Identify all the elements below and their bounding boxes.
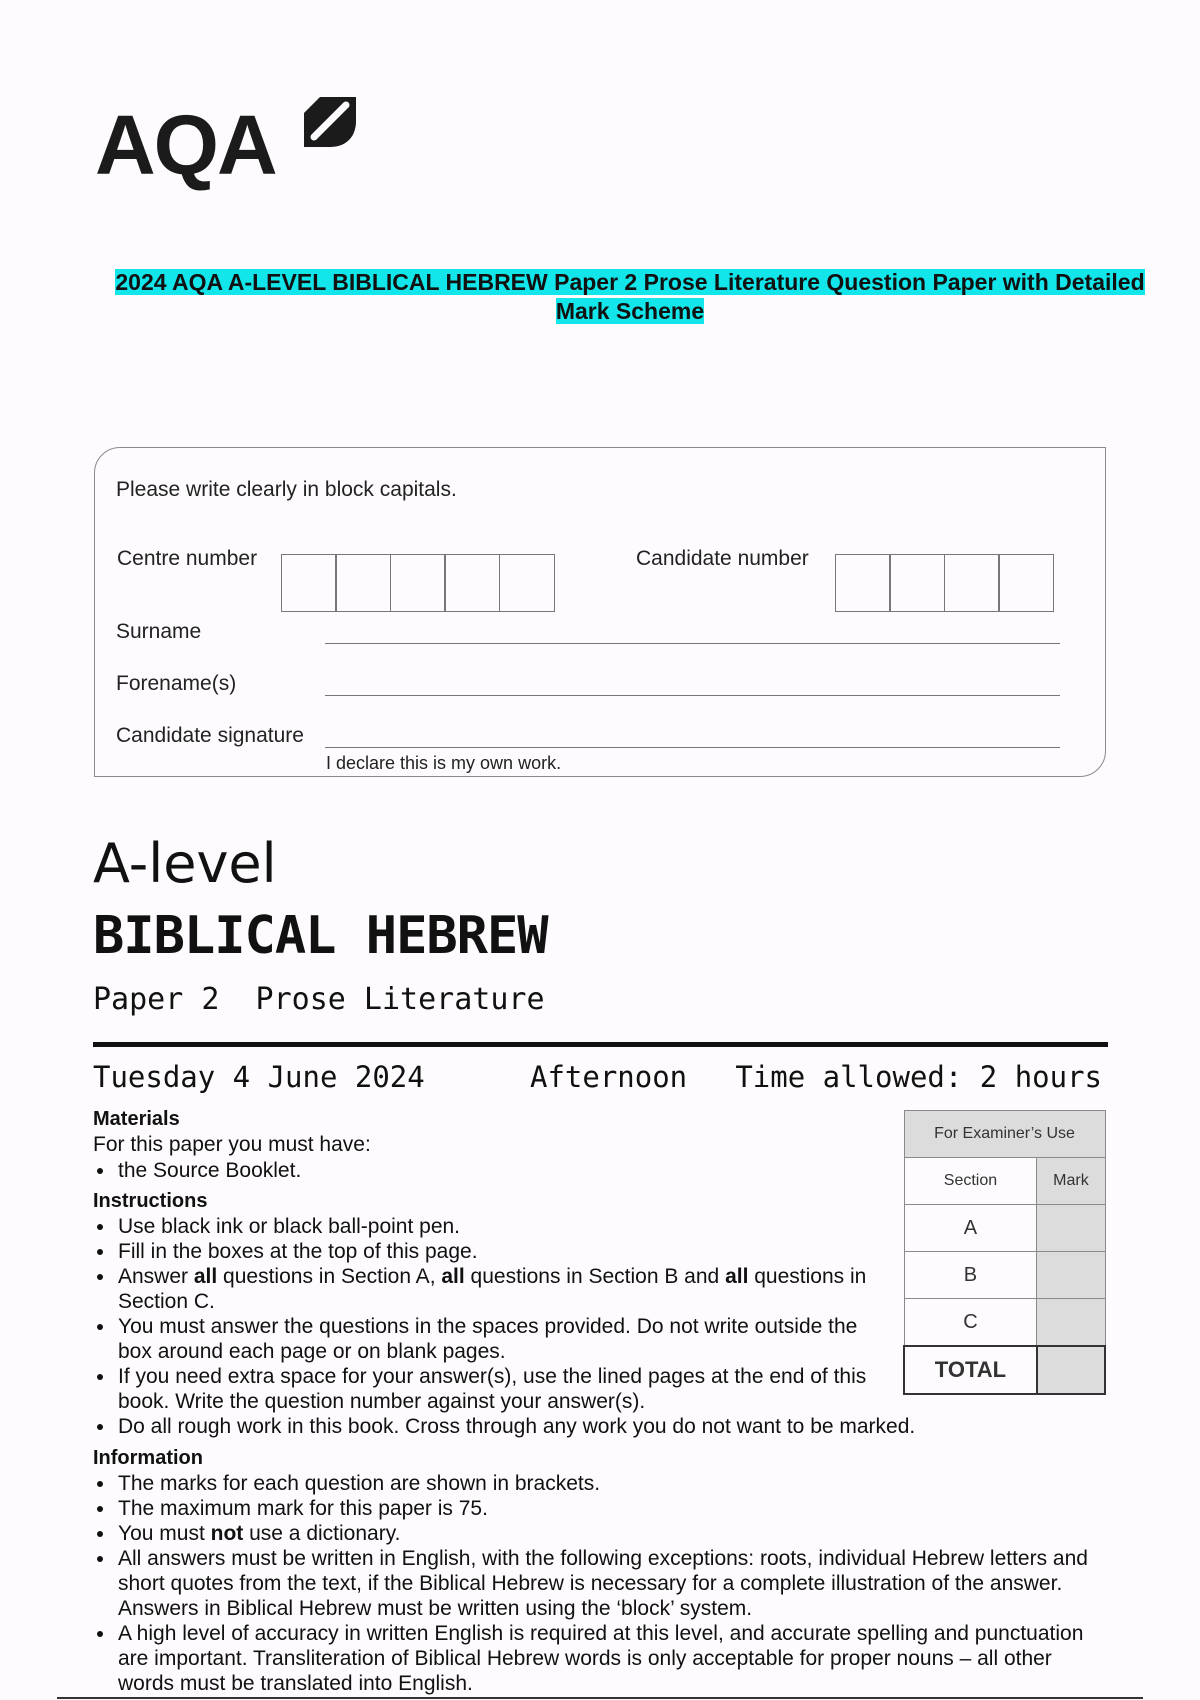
surname-line[interactable] bbox=[325, 643, 1060, 644]
signature-label: Candidate signature bbox=[116, 724, 304, 747]
materials-heading: Materials bbox=[93, 1108, 180, 1130]
list-item: Use black ink or black ball-point pen. bbox=[93, 1214, 893, 1239]
candidate-number-boxes bbox=[836, 554, 1054, 612]
mark-column-header: Mark bbox=[1037, 1158, 1105, 1205]
mark-cell bbox=[1037, 1205, 1105, 1252]
document-banner bbox=[80, 268, 1180, 326]
candidate-digit-box[interactable] bbox=[835, 554, 891, 612]
page-bottom-rule bbox=[57, 1697, 1143, 1699]
logo-leaf-icon bbox=[300, 93, 360, 151]
title-divider bbox=[93, 1042, 1108, 1047]
forename-line[interactable] bbox=[325, 695, 1060, 696]
aqa-logo bbox=[95, 85, 365, 195]
qualification-level: A-level bbox=[93, 832, 277, 895]
surname-label: Surname bbox=[116, 620, 202, 643]
list-item: You must not use a dictionary. bbox=[93, 1521, 1113, 1546]
paper-title: Paper 2 Prose Literature bbox=[93, 982, 545, 1017]
list-item: The marks for each question are shown in brackets. bbox=[93, 1471, 1113, 1496]
forename-label: Forename(s) bbox=[116, 672, 237, 695]
candidate-digit-box[interactable] bbox=[889, 554, 945, 612]
materials-list bbox=[93, 1158, 873, 1183]
banner-line-2: Mark Scheme bbox=[555, 298, 705, 324]
section-column-header: Section bbox=[904, 1158, 1037, 1205]
centre-digit-box[interactable] bbox=[499, 554, 555, 612]
centre-digit-box[interactable] bbox=[444, 554, 500, 612]
instructions-list bbox=[93, 1214, 916, 1439]
centre-digit-box[interactable] bbox=[281, 554, 337, 612]
exam-date: Tuesday 4 June 2024 bbox=[93, 1060, 425, 1094]
exam-session: Afternoon bbox=[530, 1060, 688, 1094]
examiner-table-header: For Examiner’s Use bbox=[904, 1111, 1105, 1158]
list-item: You must answer the questions in the spaces provided. Do not write outside the box around each page or on blank pages. bbox=[93, 1314, 893, 1364]
mark-cell bbox=[1037, 1299, 1105, 1347]
candidate-digit-box[interactable] bbox=[998, 554, 1054, 612]
subject-title: BIBLICAL HEBREW bbox=[93, 906, 548, 966]
section-cell: C bbox=[904, 1299, 1037, 1347]
candidate-details-box bbox=[94, 447, 1106, 777]
mark-cell bbox=[1037, 1252, 1105, 1299]
logo-text: AQA bbox=[95, 98, 276, 192]
list-item: If you need extra space for your answer(s), use the lined pages at the end of this book. Write the question number against your answer(s). bbox=[93, 1364, 893, 1414]
section-cell: B bbox=[904, 1252, 1037, 1299]
banner-line-1: 2024 AQA A-LEVEL BIBLICAL HEBREW Paper 2 Prose Literature Question Paper with Detailed bbox=[115, 269, 1145, 295]
block-capitals-instruction: Please write clearly in block capitals. bbox=[116, 478, 457, 501]
centre-digit-box[interactable] bbox=[390, 554, 446, 612]
list-item: All answers must be written in English, with the following exceptions: roots, individual Hebrew letters and short quotes from the text, if the Biblical Hebrew is necessary for a complete illustration of the answer. Answers in Biblical Hebrew must be written using the ‘block’ system. bbox=[93, 1546, 1113, 1621]
section-cell: A bbox=[904, 1205, 1037, 1252]
information-heading: Information bbox=[93, 1447, 203, 1469]
list-item: the Source Booklet. bbox=[93, 1158, 873, 1183]
centre-number-boxes bbox=[282, 554, 555, 612]
centre-number-label: Centre number bbox=[117, 547, 258, 570]
total-label: TOTAL bbox=[904, 1346, 1037, 1394]
list-item: Fill in the boxes at the top of this page. bbox=[93, 1239, 893, 1264]
list-item: A high level of accuracy in written English is required at this level, and accurate spelling and punctuation are important. Transliteration of Biblical Hebrew words is only acceptable for proper nouns – all other words must be translated into English. bbox=[93, 1621, 1113, 1696]
information-list bbox=[93, 1471, 1113, 1696]
time-allowed: Time allowed: 2 hours bbox=[735, 1060, 1102, 1094]
list-item: The maximum mark for this paper is 75. bbox=[93, 1496, 1113, 1521]
examiner-use-table bbox=[903, 1110, 1106, 1395]
materials-intro: For this paper you must have: bbox=[93, 1133, 371, 1156]
list-item: Answer all questions in Section A, all questions in Section B and all questions in Section C. bbox=[93, 1264, 893, 1314]
candidate-digit-box[interactable] bbox=[944, 554, 1000, 612]
declaration-text: I declare this is my own work. bbox=[326, 753, 562, 773]
centre-digit-box[interactable] bbox=[335, 554, 391, 612]
signature-line[interactable] bbox=[325, 747, 1060, 748]
total-mark-cell bbox=[1037, 1346, 1105, 1394]
candidate-number-label: Candidate number bbox=[636, 547, 809, 570]
list-item: Do all rough work in this book. Cross through any work you do not want to be marked. bbox=[93, 1414, 1118, 1439]
instructions-heading: Instructions bbox=[93, 1190, 208, 1212]
